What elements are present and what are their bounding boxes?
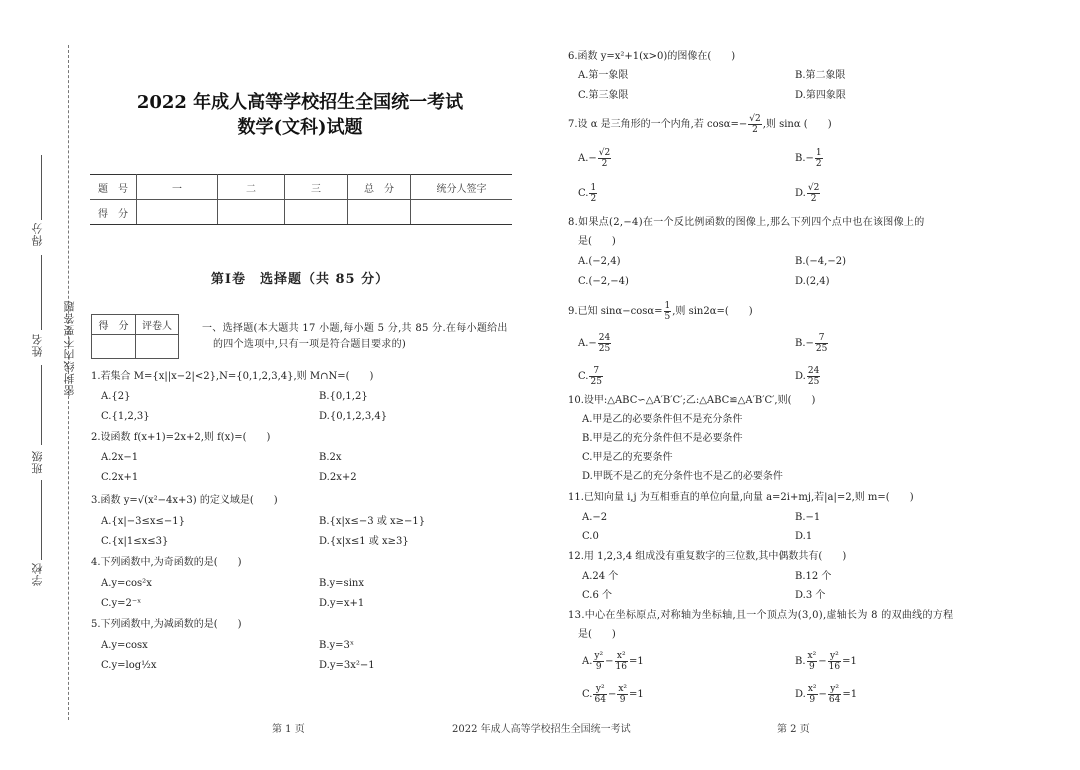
option: C. $\frac{1}{2}$ — [578, 183, 597, 204]
grader-score-label: 得 分 — [92, 315, 136, 335]
score-header-cell: 总 分 — [348, 175, 411, 200]
grader-score-cell[interactable] — [92, 335, 136, 359]
option: A.− $\frac{24}{25}$ — [578, 333, 611, 354]
option: D.1 — [795, 531, 813, 542]
field-line-name — [41, 255, 42, 330]
question-stem: 是( ) — [578, 236, 616, 247]
question-stem: 1.若集合 M={x||x−2|<2},N={0,1,2,3,4},则 M∩N=( ) — [91, 371, 374, 382]
option: D. $\frac{√2}{2}$ — [795, 183, 820, 204]
section-instruction: 的四个选项中,只有一项是符合题目要求的) — [213, 339, 407, 350]
option: B.−1 — [795, 512, 821, 523]
option-fraction: $\frac{24}{25}$ — [598, 333, 611, 354]
option: C.(−2,−4) — [578, 276, 629, 287]
option: B. $\frac{\text{x²}}{9}$ − $\frac{\text{y²}}{16}$ =1 — [795, 651, 857, 672]
option: D.y=x+1 — [319, 598, 365, 609]
score-table — [90, 174, 512, 225]
option: B.12 个 — [795, 571, 832, 582]
score-input-cell[interactable] — [137, 200, 218, 225]
option: C. $\frac{\text{y²}}{64}$ − $\frac{\text{x²}}{9}$ =1 — [582, 684, 644, 705]
score-input-cell[interactable] — [411, 200, 513, 225]
option: C.{x|1≤x≤3} — [101, 536, 169, 547]
option-fraction: $\frac{√2}{2}$ — [598, 148, 611, 169]
option: B.y=sinx — [319, 578, 364, 589]
grader-name-label: 评卷人 — [136, 315, 179, 335]
option: C.6 个 — [582, 590, 613, 601]
question-stem: 13.中心在坐标原点,对称轴为坐标轴,且一个顶点为(3,0),虚轴长为 8 的双曲线的方程 — [568, 610, 954, 621]
option: A.甲是乙的必要条件但不是充分条件 — [582, 414, 743, 425]
option: A.2x−1 — [101, 452, 139, 463]
option: A.− $\frac{√2}{2}$ — [578, 148, 611, 169]
option: B.{x|x≤−3 或 x≥−1} — [319, 516, 426, 527]
stem-fraction: $\frac{1}{5}$ — [664, 301, 671, 322]
question-stem: 4.下列函数中,为奇函数的是( ) — [91, 557, 242, 568]
option: B.2x — [319, 452, 342, 463]
question-stem: 8.如果点(2,−4)在一个反比例函数的图像上,那么下列四个点中也在该图像上的 — [568, 217, 925, 228]
option: B.第二象限 — [795, 70, 846, 81]
option: A.y=cosx — [101, 640, 148, 651]
option: D. $\frac{\text{x²}}{9}$ − $\frac{\text{y²}}{64}$ =1 — [795, 684, 858, 705]
option-fraction: $\frac{7}{25}$ — [815, 333, 828, 354]
option: B.(−4,−2) — [795, 256, 846, 267]
option: B.y=3ˣ — [319, 640, 355, 651]
question-stem-q9: 9.已知 sinα−cosα= $\frac{1}{5}$ ,则 sin2α=( ) — [568, 301, 753, 322]
question-stem: 6.函数 y=x²+1(x>0)的图像在( ) — [568, 51, 736, 62]
option: D.y=3x²−1 — [319, 660, 375, 671]
option: A.{x|−3≤x≤−1} — [101, 516, 186, 527]
option: C.y=2⁻ˣ — [101, 598, 142, 609]
page-number-left: 第 1 页 — [272, 724, 305, 735]
exam-subtitle: 数学(文科)试题 — [237, 117, 363, 138]
option-fraction: $\frac{√2}{2}$ — [807, 183, 820, 204]
question-stem: 5.下列函数中,为减函数的是( ) — [91, 619, 242, 630]
question-stem: 是( ) — [578, 629, 616, 640]
option: D. $\frac{24}{25}$ — [795, 366, 820, 387]
field-label-school: 学校 — [31, 562, 44, 586]
option: A.24 个 — [582, 571, 619, 582]
option: D.第四象限 — [795, 90, 846, 101]
option: D.3 个 — [795, 590, 826, 601]
section-instruction: 一、选择题(本大题共 17 小题,每小题 5 分,共 85 分.在每小题给出 — [202, 323, 508, 334]
field-line-class — [41, 365, 42, 445]
option: A.y=cos²x — [101, 578, 152, 589]
stem-text: ,则 sinα ( ) — [762, 119, 832, 130]
grader-name-cell[interactable] — [136, 335, 179, 359]
option: A.{2} — [101, 391, 131, 402]
option: C.{1,2,3} — [101, 411, 150, 422]
option: C.2x+1 — [101, 472, 139, 483]
stem-text: 7.设 α 是三角形的一个内角,若 cosα=− — [568, 119, 748, 130]
sealed-notice: 密封线内不要答题 — [63, 300, 76, 396]
option: B.− $\frac{1}{2}$ — [795, 148, 822, 169]
option: C.0 — [582, 531, 599, 542]
grader-table — [91, 314, 179, 359]
field-label-name: 姓名 — [31, 333, 44, 357]
option: A.−2 — [582, 512, 608, 523]
option: D.甲既不是乙的充分条件也不是乙的必要条件 — [582, 471, 783, 482]
field-line-score — [41, 155, 42, 220]
score-input-cell[interactable] — [218, 200, 285, 225]
option-fraction: $\frac{1}{2}$ — [815, 148, 822, 169]
stem-fraction: $\frac{√2}{2}$ — [749, 114, 761, 135]
question-stem: 3.函数 y=√(x²−4x+3) 的定义域是( ) — [91, 495, 278, 506]
option: A.第一象限 — [578, 70, 629, 81]
score-header-cell: 二 — [218, 175, 285, 200]
option-fraction: $\frac{24}{25}$ — [807, 366, 820, 387]
question-stem: 10.设甲:△ABC∽△A′B′C′;乙:△ABC≌△A′B′C′,则( ) — [568, 395, 816, 406]
option: C. $\frac{7}{25}$ — [578, 366, 602, 387]
question-stem: 12.用 1,2,3,4 组成没有重复数字的三位数,其中偶数共有( ) — [568, 551, 847, 562]
option: B.甲是乙的充分条件但不是必要条件 — [582, 433, 743, 444]
score-header-cell: 统分人签字 — [411, 175, 513, 200]
option-fraction: $\frac{1}{2}$ — [590, 183, 597, 204]
question-stem: 2.设函数 f(x+1)=2x+2,则 f(x)=( ) — [91, 432, 271, 443]
field-label-class: 班级 — [31, 450, 44, 474]
score-input-cell[interactable] — [285, 200, 348, 225]
score-header-cell: 三 — [285, 175, 348, 200]
score-header-cell: 题 号 — [90, 175, 137, 200]
exam-title: 2022 年成人高等学校招生全国统一考试 — [136, 92, 464, 113]
option: C.y=log½x — [101, 660, 157, 671]
score-row-label: 得 分 — [90, 200, 137, 225]
option: C.甲是乙的充要条件 — [582, 452, 673, 463]
page-number-right: 第 2 页 — [777, 724, 810, 735]
option: D.(2,4) — [795, 276, 830, 287]
score-input-cell[interactable] — [348, 200, 411, 225]
option: A. $\frac{\text{y²}}{9}$ − $\frac{\text{x²}}{16}$ =1 — [582, 651, 644, 672]
question-stem-q7 — [568, 114, 832, 135]
score-header-cell: 一 — [137, 175, 218, 200]
option: D.{0,1,2,3,4} — [319, 411, 388, 422]
option: D.{x|x≤1 或 x≥3} — [319, 536, 409, 547]
field-label-score: 得分 — [31, 222, 44, 246]
option: A.(−2,4) — [578, 256, 621, 267]
option: C.第三象限 — [578, 90, 629, 101]
option: B.{0,1,2} — [319, 391, 368, 402]
option: D.2x+2 — [319, 472, 357, 483]
option: B.− $\frac{7}{25}$ — [795, 333, 828, 354]
section-heading: 第Ⅰ卷 选择题（共 85 分） — [210, 272, 390, 287]
footer-title: 2022 年成人高等学校招生全国统一考试 — [452, 724, 631, 735]
question-stem: 11.已知向量 i,j 为互相垂直的单位向量,向量 a=2i+mj,若|a|=2,则 m=( ) — [568, 492, 914, 503]
field-line-school — [41, 480, 42, 560]
option-fraction: $\frac{7}{25}$ — [590, 366, 602, 387]
